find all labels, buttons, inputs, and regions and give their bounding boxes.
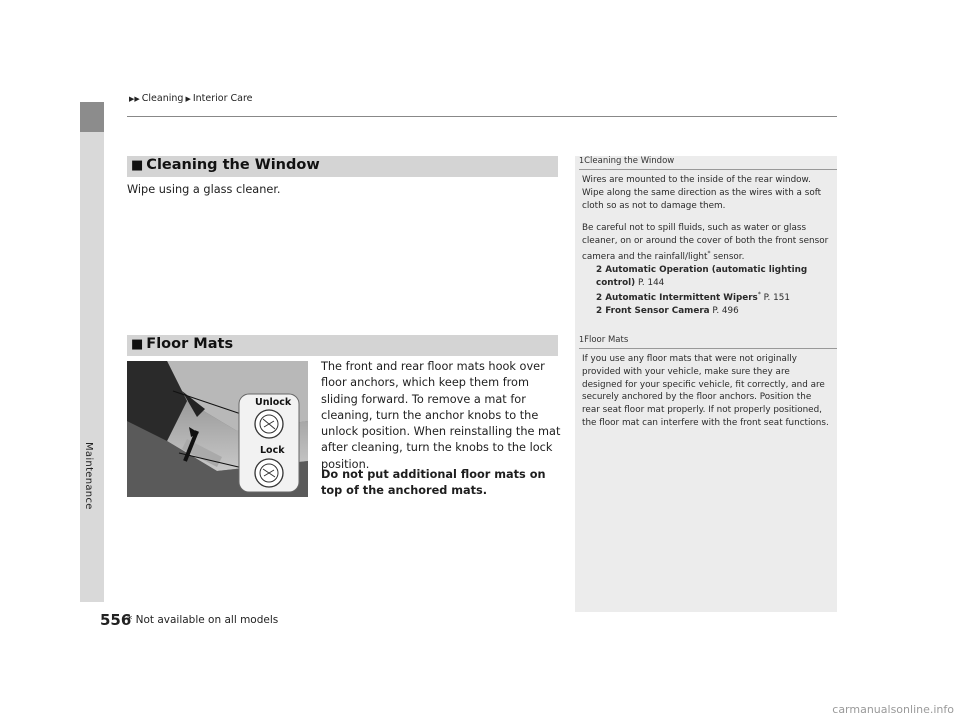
warning-text: Do not put additional floor mats on top of the anchored mats. xyxy=(321,468,546,498)
note-paragraph: Wires are mounted to the inside of the rear window. Wipe along the same direction as the wires with a soft cloth so as not to damage them. xyxy=(582,175,822,211)
watermark: carmanualsonline.info xyxy=(832,703,954,716)
reference-arrow-icon: 2 xyxy=(596,306,606,317)
section-title: Cleaning the Window xyxy=(146,157,320,173)
lock-label: Lock xyxy=(260,445,285,456)
side-tab-label: Maintenance xyxy=(83,442,94,510)
note-title: Cleaning the Window xyxy=(584,156,675,166)
note-divider xyxy=(579,348,837,349)
breadcrumb-item-interior-care[interactable]: Interior Care xyxy=(192,93,253,104)
floor-mat-anchor-photo xyxy=(127,361,308,497)
note-paragraph: Be careful not to spill fluids, such as water or glass cleaner, on or around the cover of both the front sensor camera and the rainfall/light* sensor. xyxy=(582,223,829,262)
breadcrumb xyxy=(127,93,253,104)
breadcrumb-arrow-icon: ▶ xyxy=(185,95,191,103)
link-automatic-operation[interactable]: 2 Automatic Operation (automatic lighting control) P. 144 xyxy=(596,264,808,288)
link-front-sensor-camera[interactable]: 2 Front Sensor Camera P. 496 xyxy=(596,306,739,317)
header-divider xyxy=(127,116,837,117)
page-number: 556 xyxy=(100,611,132,629)
note-floor-mats xyxy=(575,335,837,430)
link-automatic-intermittent-wipers[interactable]: 2 Automatic Intermittent Wipers* P. 151 xyxy=(596,291,790,304)
section-header-floor-mats xyxy=(127,335,558,356)
section-body-text: Wipe using a glass cleaner. xyxy=(127,183,281,196)
section-body-text: The front and rear floor mats hook over floor anchors, which keep them from sliding forward. To remove a mat for cleaning, turn the anchor knobs to the unlock position. When reinstalling the mat after cleaning, turn the knobs to the lock position. xyxy=(321,360,561,471)
footnote: * Not available on all models xyxy=(127,614,279,626)
breadcrumb-item-cleaning[interactable]: Cleaning xyxy=(141,93,184,104)
note-divider xyxy=(579,169,837,170)
unlock-label: Unlock xyxy=(255,397,292,408)
reference-arrow-icon: 2 xyxy=(596,264,606,275)
note-title: Floor Mats xyxy=(584,335,629,345)
note-cleaning-window xyxy=(575,156,837,318)
square-bullet-icon: ■ xyxy=(131,337,144,352)
floor-mat-illustration xyxy=(127,361,308,497)
section-header-cleaning-window xyxy=(127,156,558,177)
reference-arrow-icon: 2 xyxy=(596,293,606,304)
side-tab xyxy=(80,132,104,602)
note-number-icon: 1 xyxy=(579,156,585,165)
square-bullet-icon: ■ xyxy=(131,158,144,173)
note-paragraph: If you use any floor mats that were not originally provided with your vehicle, make sure they are designed for your specific vehicle, fit correctly, and are securely anchored by the floor anchors. Position the rear seat floor mat properly. If not properly positioned, the floor mat can interfere with the front seat functions. xyxy=(582,354,829,428)
section-title: Floor Mats xyxy=(146,336,234,352)
note-number-icon: 1 xyxy=(579,335,585,344)
breadcrumb-arrow-icon: ▶▶ xyxy=(129,95,140,103)
side-tab-marker xyxy=(80,102,104,132)
